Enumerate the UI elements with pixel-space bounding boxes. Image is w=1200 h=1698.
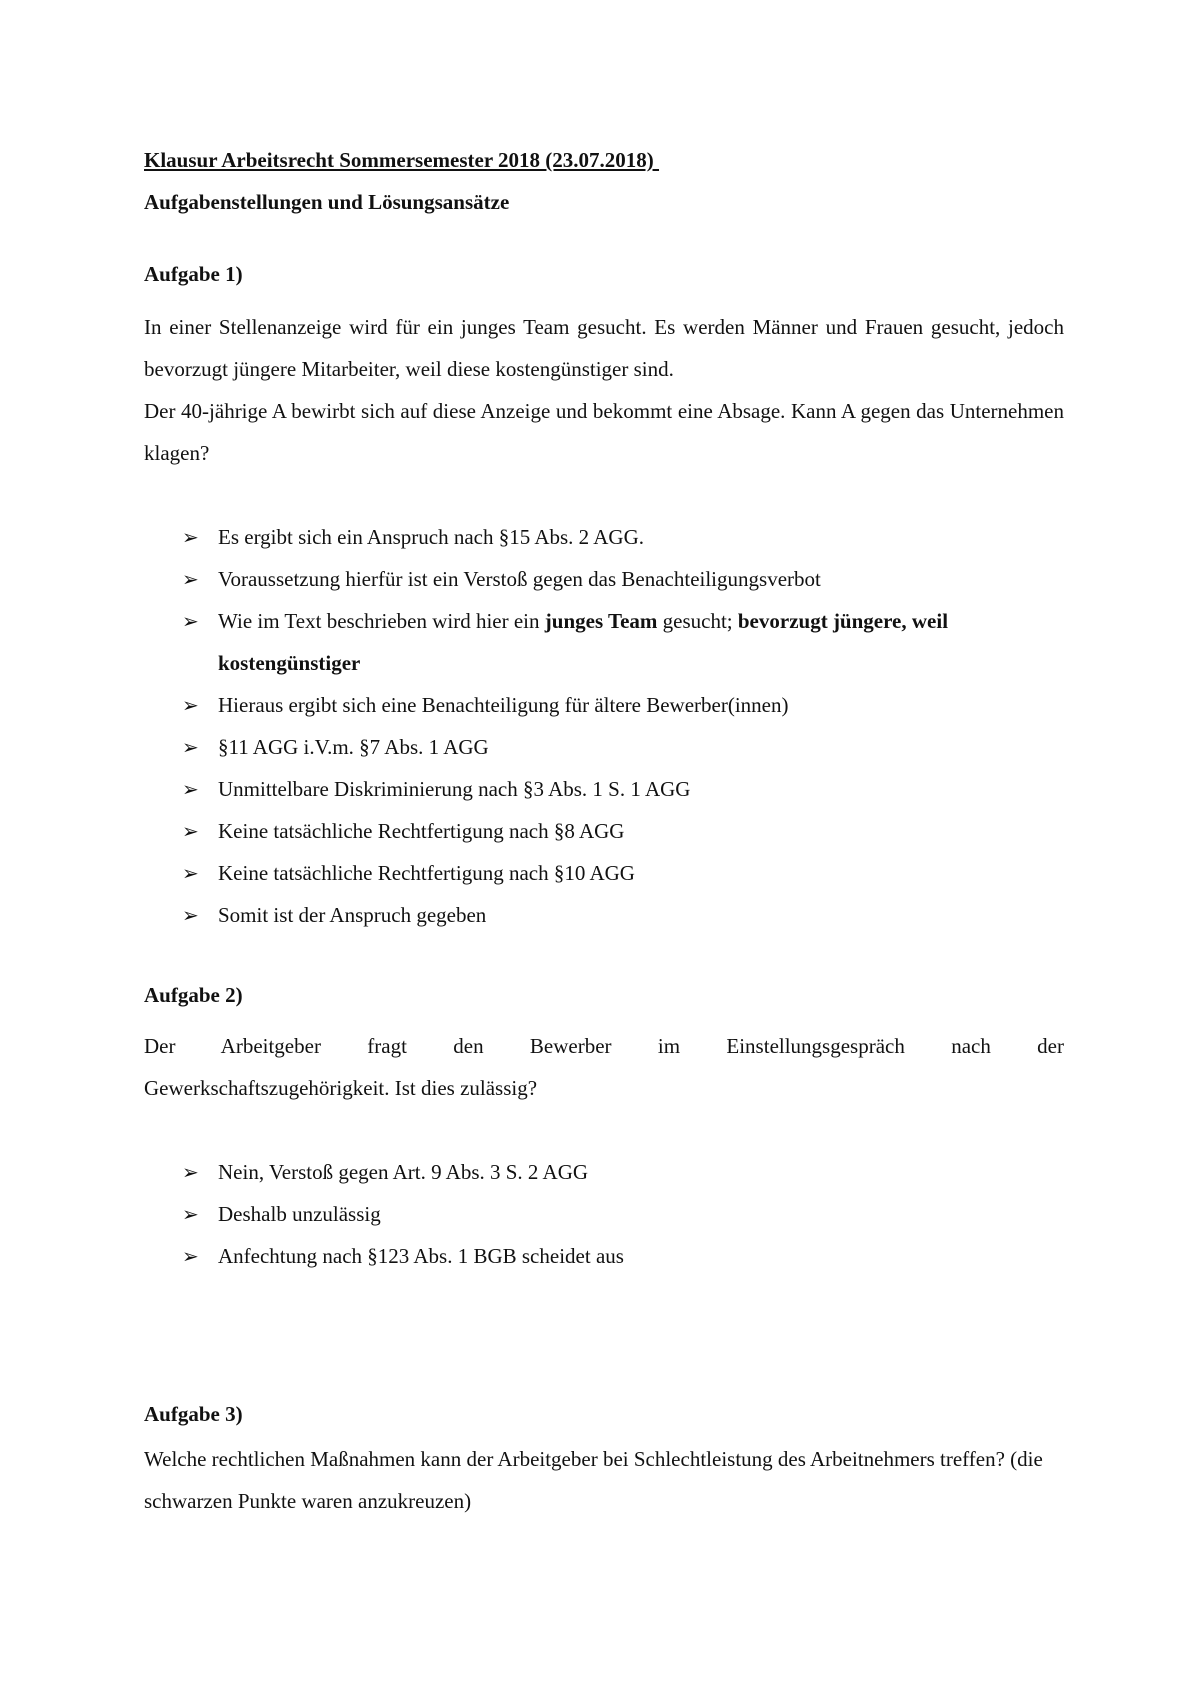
list-item <box>182 1151 1062 1193</box>
document-title: Klausur Arbeitsrecht Sommersemester 2018 (23.07.2018) <box>144 148 660 172</box>
list-item-text: Voraussetzung hierfür ist ein Verstoß gegen das Benachteiligungsverbot <box>218 567 821 591</box>
arrow-bullet-icon: ➢ <box>182 567 199 591</box>
list-item-text: Nein, Verstoß gegen Art. 9 Abs. 3 S. 2 AGG <box>218 1160 589 1184</box>
text-bold: bevorzugt jüngere, weil kostengünstiger <box>218 609 949 675</box>
list-item-text: Somit ist der Anspruch gegeben <box>218 903 487 927</box>
arrow-bullet-icon: ➢ <box>182 903 199 927</box>
list-item-text: Keine tatsächliche Rechtfertigung nach §8 AGG <box>218 819 625 843</box>
list-item <box>182 810 1062 852</box>
arrow-bullet-icon: ➢ <box>182 609 199 633</box>
aufgabe-2-question-line2: Gewerkschaftszugehörigkeit. Ist dies zulässig? <box>144 1076 538 1100</box>
list-item <box>182 852 1062 894</box>
aufgabe-1-question <box>144 306 1064 474</box>
arrow-bullet-icon: ➢ <box>182 819 199 843</box>
list-item <box>182 768 1062 810</box>
text-normal: Wie im Text beschrieben wird hier ein <box>218 609 545 633</box>
arrow-bullet-icon: ➢ <box>182 1160 199 1184</box>
aufgabe-1-question-part1: In einer Stellenanzeige wird für ein junges Team gesucht. Es werden Männer und Frauen gesucht, jedoch bevorzugt jüngere Mitarbeiter, weil diese kostengünstiger sind. <box>144 315 1064 381</box>
aufgabe-2-heading: Aufgabe 2) <box>144 983 243 1007</box>
arrow-bullet-icon: ➢ <box>182 525 199 549</box>
list-item <box>182 894 1062 936</box>
aufgabe-1-question-part2: Der 40-jährige A bewirbt sich auf diese Anzeige und bekommt eine Absage. Kann A gegen das Unternehmen klagen? <box>144 399 1064 465</box>
text-bold: junges Team <box>544 609 658 633</box>
arrow-bullet-icon: ➢ <box>182 735 199 759</box>
list-item-text: Unmittelbare Diskriminierung nach §3 Abs. 1 S. 1 AGG <box>218 777 691 801</box>
list-item-text: Anfechtung nach §123 Abs. 1 BGB scheidet aus <box>218 1244 624 1268</box>
aufgabe-2-question <box>144 1025 1064 1067</box>
list-item-text: §11 AGG i.V.m. §7 Abs. 1 AGG <box>218 735 489 759</box>
aufgabe-1-heading: Aufgabe 1) <box>144 262 243 286</box>
arrow-bullet-icon: ➢ <box>182 693 199 717</box>
document-subtitle: Aufgabenstellungen und Lösungsansätze <box>144 190 510 214</box>
list-item-text: Hieraus ergibt sich eine Benachteiligung für ältere Bewerber(innen) <box>218 693 789 717</box>
aufgabe-3-question-text: Welche rechtlichen Maßnahmen kann der Arbeitgeber bei Schlechtleistung des Arbeitnehmers treffen? (die schwarzen Punkte waren anzukreuzen) <box>144 1447 1043 1513</box>
list-item <box>182 726 1062 768</box>
list-item <box>182 558 1062 600</box>
list-item <box>182 1193 1062 1235</box>
aufgabe-2-question-cont <box>144 1067 1064 1109</box>
aufgabe-1-answer-list <box>182 516 1062 936</box>
arrow-bullet-icon: ➢ <box>182 1244 199 1268</box>
list-item <box>182 684 1062 726</box>
aufgabe-2-question-line1: Der Arbeitgeber fragt den Bewerber im Einstellungsgespräch nach der <box>144 1034 1064 1058</box>
list-item <box>182 600 1062 684</box>
aufgabe-3-question <box>144 1438 1064 1522</box>
list-item <box>182 1235 1062 1277</box>
arrow-bullet-icon: ➢ <box>182 1202 199 1226</box>
aufgabe-3-heading: Aufgabe 3) <box>144 1402 243 1426</box>
list-item-text: Deshalb unzulässig <box>218 1202 381 1226</box>
aufgabe-2-answer-list <box>182 1151 1062 1277</box>
list-item-text <box>218 609 948 675</box>
arrow-bullet-icon: ➢ <box>182 861 199 885</box>
list-item <box>182 516 1062 558</box>
arrow-bullet-icon: ➢ <box>182 777 199 801</box>
list-item-text: Keine tatsächliche Rechtfertigung nach §10 AGG <box>218 861 635 885</box>
text-normal: gesucht; <box>657 609 738 633</box>
list-item-text: Es ergibt sich ein Anspruch nach §15 Abs. 2 AGG. <box>218 525 644 549</box>
